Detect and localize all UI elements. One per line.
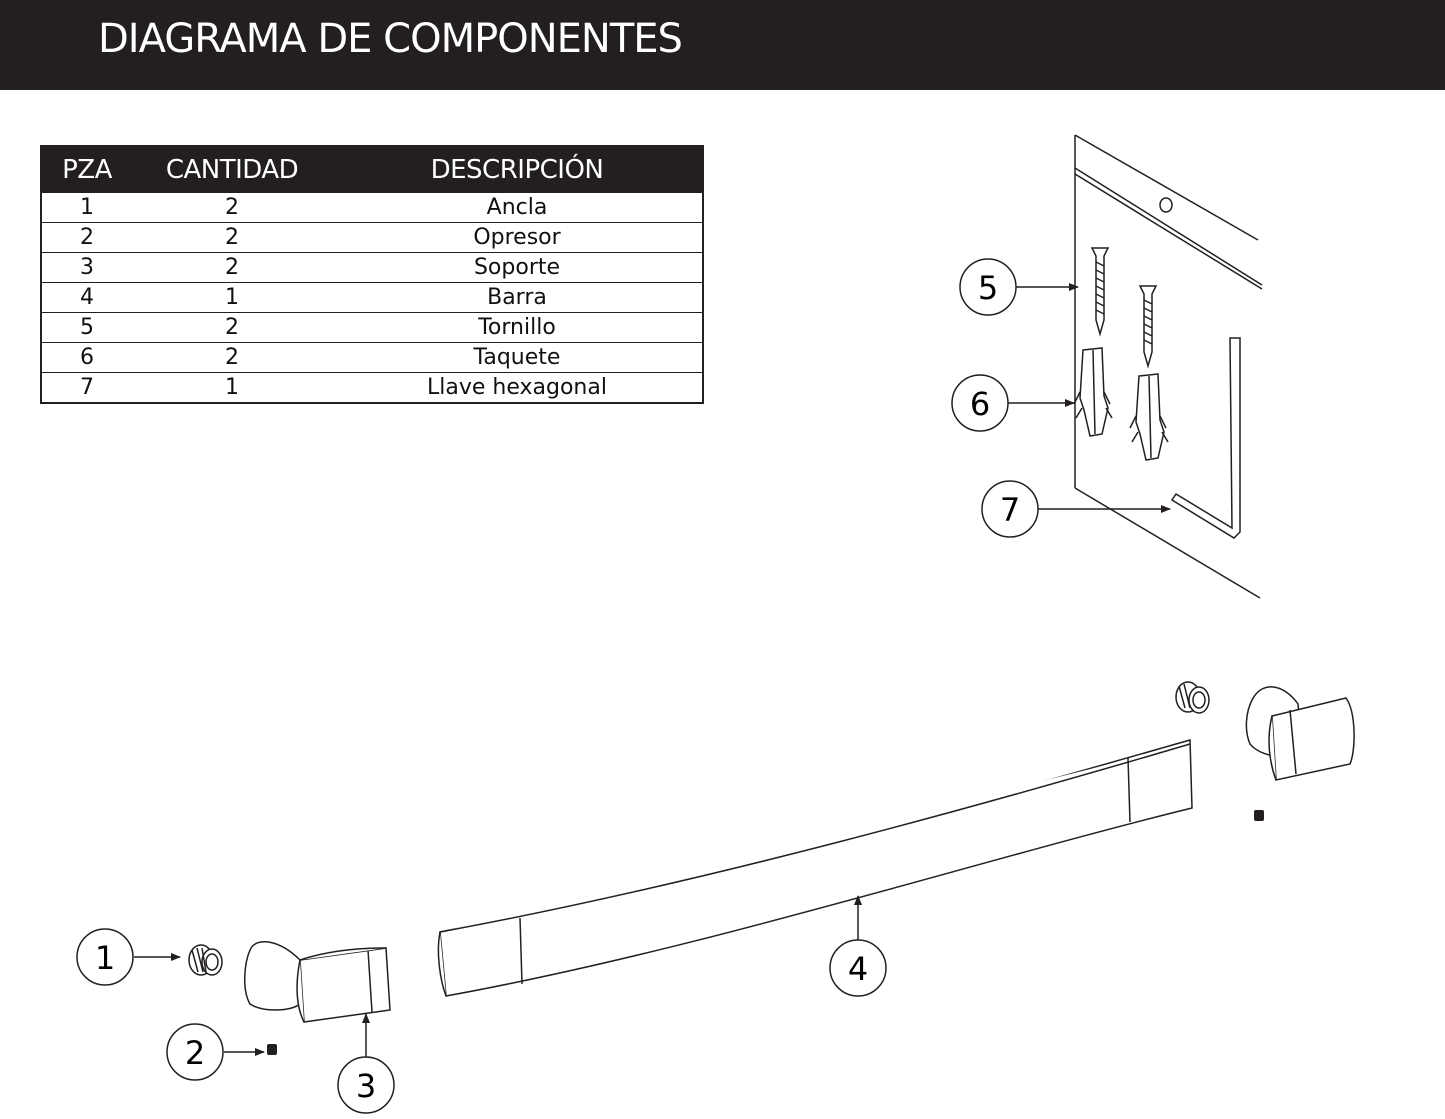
cell-pza: 2 bbox=[41, 223, 132, 253]
cell-cantidad: 2 bbox=[132, 223, 332, 253]
cell-descripcion: Soporte bbox=[332, 253, 703, 283]
callout-7 bbox=[982, 481, 1038, 537]
svg-text:5: 5 bbox=[977, 269, 999, 307]
anchor-icon bbox=[189, 945, 222, 975]
wall-anchor-icon bbox=[1074, 348, 1112, 436]
set-screw-icon bbox=[267, 1044, 277, 1055]
bracket-icon bbox=[245, 942, 390, 1022]
cell-cantidad: 1 bbox=[132, 283, 332, 313]
cell-descripcion: Ancla bbox=[332, 193, 703, 223]
cell-pza: 4 bbox=[41, 283, 132, 313]
header-pza: PZA bbox=[41, 146, 132, 193]
cell-pza: 3 bbox=[41, 253, 132, 283]
cell-pza: 5 bbox=[41, 313, 132, 343]
callout-4 bbox=[830, 940, 886, 996]
header-descripcion: DESCRIPCIÓN bbox=[332, 146, 703, 193]
header-cantidad: CANTIDAD bbox=[132, 146, 332, 193]
set-screw-icon bbox=[1254, 810, 1264, 821]
cell-pza: 1 bbox=[41, 193, 132, 223]
cell-pza: 7 bbox=[41, 373, 132, 404]
cell-cantidad: 2 bbox=[132, 253, 332, 283]
svg-text:3: 3 bbox=[355, 1067, 377, 1105]
screw-icon bbox=[1092, 248, 1108, 334]
cell-descripcion: Taquete bbox=[332, 343, 703, 373]
hex-key-icon bbox=[1172, 338, 1240, 538]
cell-cantidad: 1 bbox=[132, 373, 332, 404]
cell-descripcion: Llave hexagonal bbox=[332, 373, 703, 404]
callout-3 bbox=[338, 1057, 394, 1113]
svg-text:6: 6 bbox=[969, 385, 991, 423]
page-title: DIAGRAMA DE COMPONENTES bbox=[98, 16, 682, 62]
cell-descripcion: Tornillo bbox=[332, 313, 703, 343]
cell-cantidad: 2 bbox=[132, 343, 332, 373]
cell-descripcion: Barra bbox=[332, 283, 703, 313]
svg-text:2: 2 bbox=[184, 1034, 206, 1072]
cell-cantidad: 2 bbox=[132, 193, 332, 223]
callout-6 bbox=[952, 375, 1008, 431]
cell-cantidad: 2 bbox=[132, 313, 332, 343]
callout-1 bbox=[77, 929, 133, 985]
svg-text:4: 4 bbox=[847, 950, 869, 988]
svg-text:1: 1 bbox=[94, 939, 116, 977]
wall-anchor-icon bbox=[1130, 374, 1168, 460]
bracket-icon bbox=[1246, 687, 1354, 780]
anchor-icon bbox=[1176, 682, 1209, 713]
towel-bar-icon bbox=[438, 740, 1192, 996]
screw-icon bbox=[1140, 286, 1156, 366]
svg-text:7: 7 bbox=[999, 491, 1021, 529]
callout-2 bbox=[167, 1024, 223, 1080]
callout-5 bbox=[960, 259, 1016, 315]
cell-descripcion: Opresor bbox=[332, 223, 703, 253]
cell-pza: 6 bbox=[41, 343, 132, 373]
